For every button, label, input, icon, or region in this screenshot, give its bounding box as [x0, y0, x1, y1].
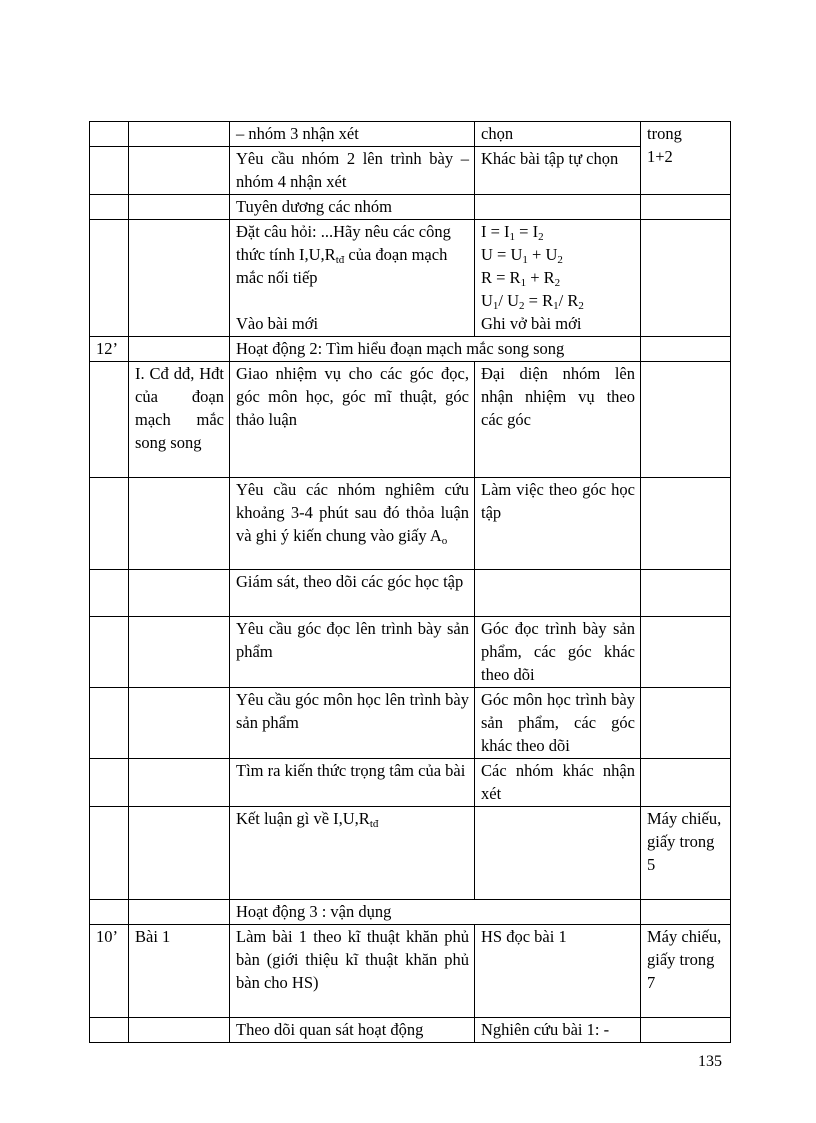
table-row [90, 807, 731, 900]
table-row [90, 478, 731, 570]
student-activity-cell: Khác bài tập tự chọn [475, 147, 641, 195]
teacher-activity-cell: Yêu cầu các nhóm nghiêm cứu khoảng 3-4 phút sau đó thỏa luận và ghi ý kiến chung vào giấy $A_o$ [230, 478, 475, 570]
time-cell: 12’ [90, 337, 129, 362]
student-activity-cell [475, 570, 641, 617]
materials-cell [641, 337, 731, 362]
table-row [90, 195, 731, 220]
activity-heading: Hoạt động 2: Tìm hiểu đoạn mạch mắc song song [230, 337, 641, 362]
materials-cell [641, 478, 731, 570]
content-cell [129, 147, 230, 195]
content-cell [129, 759, 230, 807]
table-row [90, 617, 731, 688]
time-cell [90, 220, 129, 337]
student-activity-cell: Đại diện nhóm lên nhận nhiệm vụ theo các góc [475, 362, 641, 478]
teacher-activity-cell: Giám sát, theo dõi các góc học tập [230, 570, 475, 617]
table-row [90, 688, 731, 759]
time-cell [90, 1018, 129, 1043]
teacher-activity-cell: Giao nhiệm vụ cho các góc đọc, góc môn học, góc mĩ thuật, góc thảo luận [230, 362, 475, 478]
content-cell [129, 688, 230, 759]
time-cell [90, 900, 129, 925]
teacher-activity-cell: Làm bài 1 theo kĩ thuật khăn phủ bàn (giới thiệu kĩ thuật khăn phủ bàn cho HS) [230, 925, 475, 1018]
content-cell [129, 617, 230, 688]
table-row [90, 1018, 731, 1043]
time-cell [90, 362, 129, 478]
table-row [90, 925, 731, 1018]
materials-cell: Máy chiếu, giấy trong 7 [641, 925, 731, 1018]
materials-cell [641, 688, 731, 759]
table-row [90, 900, 731, 925]
teacher-activity-cell: Tìm ra kiến thức trọng tâm của bài [230, 759, 475, 807]
teacher-activity-cell: Kết luận gì về $I,U,R_{tđ}$ [230, 807, 475, 900]
materials-cell [641, 759, 731, 807]
student-activity-cell: HS đọc bài 1 [475, 925, 641, 1018]
page-number: 135 [698, 1053, 722, 1070]
time-cell [90, 122, 129, 147]
student-activity-cell: Góc đọc trình bày sản phẩm, các góc khác theo dõi [475, 617, 641, 688]
materials-cell [641, 900, 731, 925]
next-lesson-text: Vào bài mới [236, 314, 319, 333]
materials-cell [641, 1018, 731, 1043]
materials-cell [641, 570, 731, 617]
teacher-activity-cell: Yêu cầu nhóm 2 lên trình bày – nhóm 4 nhận xét [230, 147, 475, 195]
time-cell [90, 478, 129, 570]
formula-resistance: $R = R_1 + R_2$ [481, 268, 561, 289]
time-cell [90, 147, 129, 195]
time-cell [90, 570, 129, 617]
materials-cell [641, 220, 731, 337]
activity-heading: Hoạt động 3 : vận dụng [230, 900, 641, 925]
teacher-activity-cell [230, 220, 475, 337]
content-cell [129, 1018, 230, 1043]
table-row [90, 362, 731, 478]
content-cell [129, 122, 230, 147]
table-row [90, 122, 731, 147]
student-activity-cell: Làm việc theo góc học tập [475, 478, 641, 570]
content-cell [129, 807, 230, 900]
table-row [90, 147, 731, 195]
time-cell [90, 617, 129, 688]
student-activity-cell: Các nhóm khác nhận xét [475, 759, 641, 807]
lesson-plan-table [89, 121, 731, 1043]
content-cell [129, 337, 230, 362]
formula-voltage: $U = U_1 + U_2$ [481, 245, 563, 266]
content-cell [129, 570, 230, 617]
teacher-activity-cell: Theo dõi quan sát hoạt động [230, 1018, 475, 1043]
question-text: Đặt câu hỏi: ...Hãy nêu các công thức tính $I,U,R_{tđ}$ của đoạn mạch mắc nối tiếp [236, 222, 451, 287]
student-activity-cell: Góc môn học trình bày sản phẩm, các góc khác theo dõi [475, 688, 641, 759]
teacher-activity-cell: – nhóm 3 nhận xét [230, 122, 475, 147]
content-cell [129, 220, 230, 337]
materials-cell [641, 195, 731, 220]
time-cell: 10’ [90, 925, 129, 1018]
time-cell [90, 688, 129, 759]
teacher-activity-cell: Tuyên dương các nhóm [230, 195, 475, 220]
table-row [90, 337, 731, 362]
time-cell [90, 759, 129, 807]
content-cell [129, 900, 230, 925]
teacher-activity-cell: Yêu cầu góc môn học lên trình bày sản phẩm [230, 688, 475, 759]
student-activity-cell [475, 220, 641, 337]
content-cell: Bài 1 [129, 925, 230, 1018]
formula-ratio: $U_1/$ $U_2 = R_1/$ $R_2$ [481, 291, 584, 312]
materials-cell [641, 617, 731, 688]
student-activity-cell [475, 807, 641, 900]
table-row [90, 220, 731, 337]
student-activity-cell: Nghiên cứu bài 1: - [475, 1018, 641, 1043]
content-cell [129, 195, 230, 220]
formula-current: $I = I_1 = I_2$ [481, 222, 544, 243]
student-activity-cell [475, 195, 641, 220]
time-cell [90, 195, 129, 220]
student-activity-cell: chọn [475, 122, 641, 147]
content-cell [129, 478, 230, 570]
materials-cell: trong 1+2 [641, 122, 731, 195]
time-cell [90, 807, 129, 900]
content-cell: I. Cđ dđ, Hđt của đoạn mạch mắc song song [129, 362, 230, 478]
materials-cell: Máy chiếu, giấy trong 5 [641, 807, 731, 900]
table-row [90, 759, 731, 807]
note-text: Ghi vở bài mới [481, 314, 582, 333]
table-row [90, 570, 731, 617]
materials-cell [641, 362, 731, 478]
teacher-activity-cell: Yêu cầu góc đọc lên trình bày sản phẩm [230, 617, 475, 688]
